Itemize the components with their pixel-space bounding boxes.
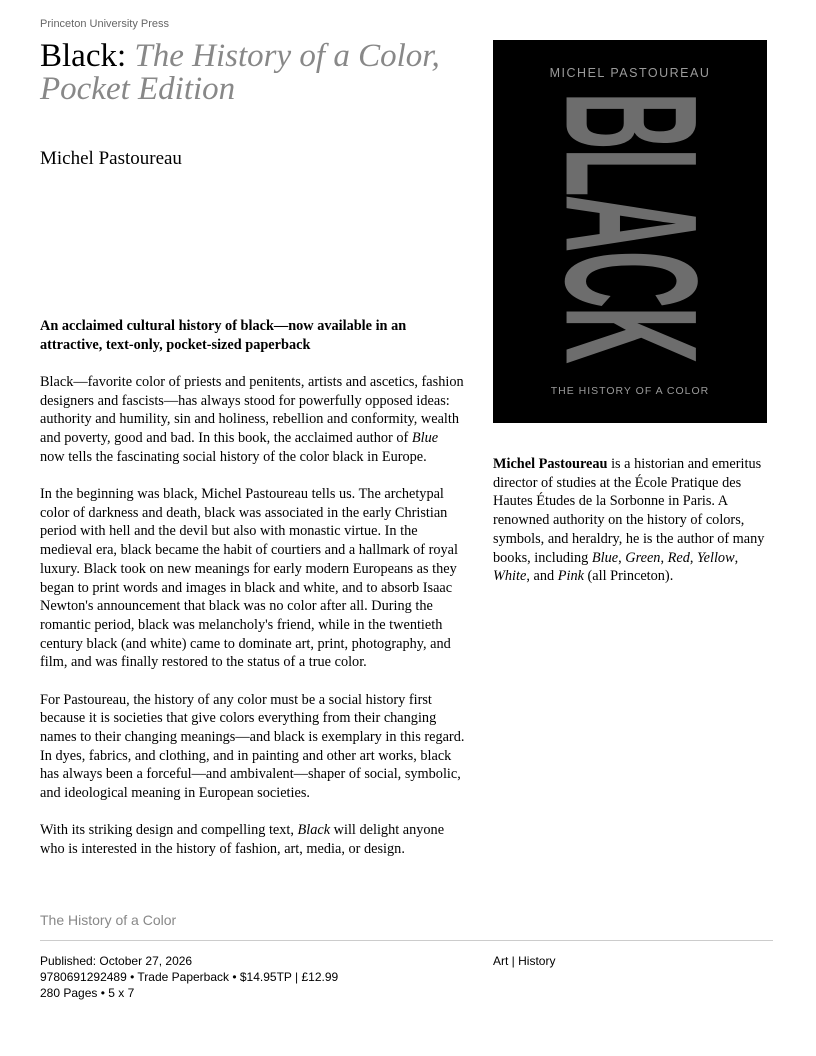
p4-text: With its striking design and compelling text, [40, 822, 298, 839]
author-name: Michel Pastoureau [40, 148, 182, 169]
p1-book-ref: Blue [411, 430, 439, 447]
bio-sep: , [689, 549, 697, 566]
description [40, 373, 465, 877]
bio-sep: , [734, 549, 739, 566]
title-main: Black: [40, 38, 127, 74]
publisher-name: Princeton University Press [40, 18, 169, 30]
series-name: The History of a Color [40, 912, 177, 928]
author-bio [493, 455, 768, 586]
page-count-size: 280 Pages • 5 x 7 [40, 986, 135, 1000]
description-paragraph-1 [40, 373, 465, 467]
bio-text-2: (all Princeton). [583, 568, 674, 585]
description-paragraph-4 [40, 821, 465, 858]
bio-sep: , [618, 549, 626, 566]
bio-sep: , and [526, 568, 558, 585]
publication-details [40, 953, 338, 1001]
isbn-format-price: 9780691292489 • Trade Paperback • $14.95TP | £12.99 [40, 970, 339, 984]
bio-sep: , [660, 549, 668, 566]
p4-book-ref: Black [297, 822, 331, 839]
bio-book-2: Green [625, 549, 661, 566]
subject-categories: Art | History [493, 954, 556, 968]
bio-book-6: Pink [557, 568, 584, 585]
publication-date: Published: October 27, 2026 [40, 954, 193, 968]
description-paragraph-2: In the beginning was black, Michel Pastoureau tells us. The archetypal color of darkness and death, black was associated in the early Christian period with hell and the devil but also with monastic virtue. In the medieval era, black became the habit of courtiers and a hallmark of royal luxury. Black took on new meanings for early modern Europeans as they began to print words and images in black and white, and to absorb Isaac Newton's announcement that black was no color after all. During the romantic period, black was melancholy's friend, while in the twentieth century black (and white) came to dominate art, print, photography, and film, and was finally restored to the status of a true color. [40, 486, 458, 671]
p1-text: Black—favorite color of priests and penitents, artists and ascetics, fashion designers and fascists—has always stood for powerfully opposed ideas: authority and humility, sin and holiness, rebellion and conformity, wealth and poverty, good and bad. In this book, the acclaimed author of [40, 374, 464, 447]
cover-subtitle: THE HISTORY OF A COLOR [550, 385, 710, 397]
cover-title-word: BLACK [526, 92, 736, 362]
bio-text-1: is a historian and emeritus director of studies at the École Pratique des Hautes Études de la Sorbonne in Paris. A renowned authority on the history of colors, symbols, and heraldry, he is the author of many books, including [493, 456, 765, 566]
bio-book-5: White [493, 568, 527, 585]
p4-text-end: will delight anyone who is interested in the history of fashion, art, media, or design. [40, 822, 445, 857]
description-paragraph-3: For Pastoureau, the history of any color must be a social history first because it is societies that give colors everything from their changing names to their changing meanings—and black is exemplary in this regard. In dyes, fabrics, and clothing, and in painting and other art works, black has always been a forceful—and ambivalent—shaper of social, symbolic, and ideological meaning in European societies. [40, 691, 465, 802]
divider [40, 940, 773, 941]
bio-book-3: Red [667, 549, 690, 566]
title-subtitle: The History of a Color, Pocket Edition [40, 38, 440, 107]
cover-author: MICHEL PASTOUREAU [549, 66, 711, 80]
lead-summary: An acclaimed cultural history of black—now available in an attractive, text-only, pocket-sized paperback [40, 318, 407, 353]
book-title [40, 40, 480, 106]
p1-text-end: now tells the fascinating social history of the color black in Europe. [40, 448, 427, 465]
bio-book-1: Blue [591, 549, 619, 566]
book-cover-image [493, 40, 767, 423]
bio-name: Michel Pastoureau [493, 456, 608, 472]
bio-book-4: Yellow [697, 549, 735, 566]
